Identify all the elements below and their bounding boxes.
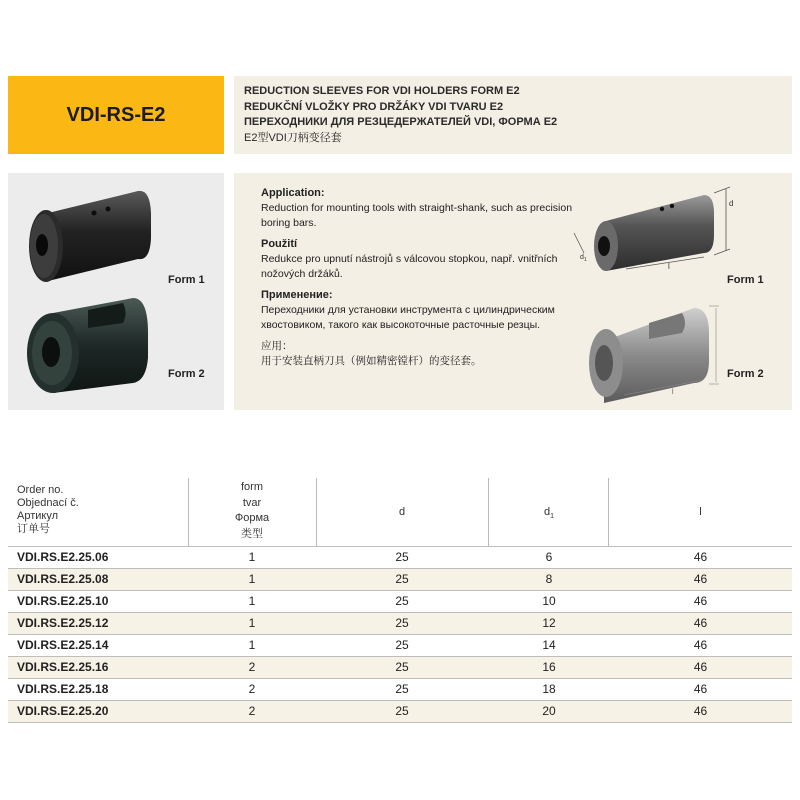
cell-d1: 6 [545, 550, 553, 564]
heading-zh: E2型VDI刀柄变径套 [244, 131, 342, 144]
order-code: VDI.RS.E2.25.20 [17, 704, 109, 718]
order-code: VDI.RS.E2.25.10 [17, 594, 109, 608]
cell-d: 25 [395, 682, 409, 696]
cell-form: 1 [248, 550, 256, 564]
info-panel [234, 173, 792, 410]
table-row [8, 700, 792, 722]
dim-l-form2: l [672, 389, 674, 396]
heading-en: REDUCTION SLEEVES FOR VDI HOLDERS FORM E2 [244, 85, 520, 97]
row-divider [8, 568, 792, 569]
drawing-form1 [574, 187, 733, 271]
sleeve-form2-photo [27, 298, 148, 393]
cell-form: 2 [248, 682, 256, 696]
row-divider [8, 722, 792, 723]
table-row [8, 678, 792, 700]
cell-d1: 14 [542, 638, 556, 652]
headings-panel [234, 76, 792, 154]
application-heading-ru: Применение: [261, 289, 333, 301]
row-divider [8, 590, 792, 591]
cell-l: 46 [693, 660, 708, 674]
application-heading-zh: 应用： [261, 340, 293, 352]
header-d: d [398, 506, 406, 518]
cell-d1: 16 [542, 660, 556, 674]
order-code: VDI.RS.E2.25.16 [17, 660, 109, 674]
table-header [8, 478, 792, 546]
table-row [8, 634, 792, 656]
dim-d1-form1: $d_1$ [580, 254, 587, 263]
drawing-form2 [589, 306, 719, 403]
product-title: VDI-RS-E2 [66, 103, 166, 126]
cell-l: 46 [693, 682, 708, 696]
cell-form: 1 [248, 638, 256, 652]
sleeve-form1-photo [29, 191, 151, 282]
cell-d: 25 [395, 594, 409, 608]
row-divider [8, 678, 792, 679]
cell-d: 25 [395, 550, 409, 564]
form2-label-photo: Form 2 [168, 368, 205, 380]
row-divider [8, 634, 792, 635]
cell-d1: 10 [542, 594, 556, 608]
cell-form: 1 [248, 594, 256, 608]
dim-d-form1: d [729, 199, 734, 208]
table-row [8, 568, 792, 590]
cell-d1: 18 [542, 682, 556, 696]
cell-form: 1 [248, 616, 256, 630]
product-photos [8, 173, 224, 410]
table-row [8, 656, 792, 678]
header-form: form tvar Форма 类型 [234, 481, 270, 540]
order-code: VDI.RS.E2.25.18 [17, 682, 109, 696]
cell-form: 1 [248, 572, 256, 586]
table-row [8, 590, 792, 612]
cell-form: 2 [248, 660, 256, 674]
form2-label-drawing: Form 2 [727, 368, 764, 380]
row-divider [8, 612, 792, 613]
cell-l: 46 [693, 550, 708, 564]
order-code: VDI.RS.E2.25.06 [17, 550, 109, 564]
application-heading-en: Application: [261, 187, 325, 199]
cell-d1: 20 [542, 704, 556, 718]
order-code: VDI.RS.E2.25.12 [17, 616, 109, 630]
cell-l: 46 [693, 572, 708, 586]
form1-label-drawing: Form 1 [727, 274, 764, 286]
cell-d: 25 [395, 704, 409, 718]
cell-l: 46 [693, 616, 708, 630]
cell-l: 46 [693, 638, 708, 652]
dim-l-form1: l [668, 262, 670, 271]
application-text-zh: 用于安装直柄刀具（例如精密镗杆）的变径套。 [261, 355, 482, 367]
heading-ru: ПЕРЕХОДНИКИ ДЛЯ РЕЗЦЕДЕРЖАТЕЛЕЙ VDI, ФОРМА E2 [244, 116, 558, 128]
application-heading-cz: Použití [261, 238, 298, 250]
application-text [261, 186, 581, 375]
cell-d1: 8 [545, 572, 553, 586]
table-row [8, 612, 792, 634]
application-text-cz: Redukce pro upnutí nástrojů s válcovou stopkou, např. vnitřních nožových držáků. [261, 253, 558, 280]
title-box [8, 76, 224, 154]
heading-cz: REDUKČNÍ VLOŽKY PRO DRŽÁKY VDI TVARU E2 [244, 100, 504, 113]
cell-d1: 12 [542, 616, 556, 630]
cell-d: 25 [395, 572, 409, 586]
form1-label-photo: Form 1 [168, 274, 205, 286]
row-divider [8, 656, 792, 657]
cell-d: 25 [395, 616, 409, 630]
header-d1: $d_1$ [543, 506, 555, 521]
header-order-no: Order no. Objednací č. Артикул 订单号 [17, 484, 79, 535]
row-divider [8, 700, 792, 701]
order-code: VDI.RS.E2.25.14 [17, 638, 109, 652]
cell-d: 25 [395, 638, 409, 652]
cell-form: 2 [248, 704, 256, 718]
application-text-ru: Переходники для установки инструмента с цилиндрическим хвостовиком, такого как высокоточные расточные резцы. [261, 304, 555, 331]
cell-d: 25 [395, 660, 409, 674]
cell-l: 46 [693, 704, 708, 718]
table-row [8, 546, 792, 568]
application-text-en: Reduction for mounting tools with straight-shank, such as precision boring bars. [261, 202, 573, 229]
row-divider [8, 546, 792, 547]
header-l: l [699, 506, 702, 518]
order-code: VDI.RS.E2.25.08 [17, 572, 109, 586]
order-table [8, 478, 792, 718]
cell-l: 46 [693, 594, 708, 608]
